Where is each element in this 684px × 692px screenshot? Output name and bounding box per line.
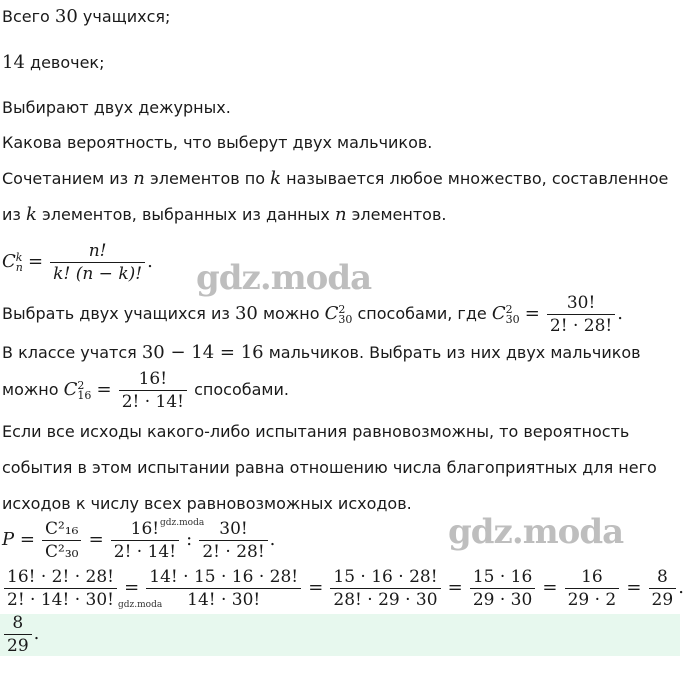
fraction-den: 2! · 28! — [547, 314, 615, 337]
text-line-12: события в этом испытании равна отношению числа благоприятных для него — [2, 458, 657, 477]
math-sup: 2 — [338, 302, 346, 316]
fraction — [565, 566, 620, 611]
text-line-13: исходов к числу всех равновозможных исходов. — [2, 494, 412, 513]
math-op: = — [524, 303, 540, 324]
fraction — [199, 518, 267, 563]
formula-combination: C k n = $\frac{n!}{k! (n - k)!}$ . — [2, 241, 153, 284]
fraction — [4, 566, 117, 611]
fraction-num: 16 — [581, 567, 603, 587]
math-sub: n — [15, 260, 23, 274]
fraction-den: 29 · 30 — [470, 588, 535, 611]
math-sub: 30 — [338, 312, 353, 326]
fraction-num: 8 — [12, 613, 24, 633]
math-var: C — [63, 379, 78, 400]
text: учащихся; — [82, 7, 171, 26]
fraction — [547, 292, 615, 337]
math-var: k — [270, 168, 282, 189]
math-var: k — [26, 204, 37, 225]
fraction-den: 2! · 14! — [111, 540, 179, 563]
text: мальчиков. Выбрать из них двух мальчиков — [268, 343, 641, 362]
text: Выбрать двух учащихся из — [2, 304, 230, 323]
text: можно — [2, 380, 59, 399]
text: элементов, выбранных из данных — [42, 205, 330, 224]
watermark: gdz.moda — [448, 512, 624, 552]
formula-probability: P = $\frac{\text{C²₁₆}}{\text{C²₃₀}}$ = $\frac{16!}{2! \cdot 14!}$ : $\frac{30!}{2! \cdot 28!}$ . — [2, 519, 276, 562]
text-line-8: Выбрать двух учащихся из 30 можно C 2 30 способами, где C 2 30 = $\frac{30!}{2! \cdot 28!}$ . — [2, 293, 623, 336]
math-number: 30 — [54, 6, 78, 27]
math-expr: 30 − 14 = 16 — [141, 342, 264, 363]
fraction-den: 2! · 14! · 30! — [4, 588, 117, 611]
text-line-11: Если все исходы какого-либо испытания равновозможны, то вероятность — [2, 422, 630, 441]
fraction-den: 2! · 14! — [119, 390, 187, 413]
watermark: gdz.moda — [160, 518, 205, 528]
fraction — [42, 518, 81, 563]
text: Всего — [2, 7, 50, 26]
fraction-den: 2! · 28! — [199, 540, 267, 563]
text: элементов. — [351, 205, 447, 224]
fraction-num: 14! · 15 · 16 · 28! — [149, 567, 299, 587]
text-line-2 — [2, 52, 104, 74]
fraction-den: 28! · 29 · 30 — [330, 588, 440, 611]
fraction-den: C²₃₀ — [42, 540, 81, 563]
fraction-num: 16! — [138, 369, 168, 389]
fraction-num: 15 · 16 — [472, 567, 533, 587]
formula-computation: $\frac{16! \cdot 2! \cdot 28!}{2! \cdot 14! \cdot 30!}$ = $\frac{14! \cdot 15 \cdot 16 \cdot 28!}{14! \cdot 30!}$ = $\frac{15 \cdot 16 \cdot 28!}{28! \cdot 29 \cdot 30}$ = $\frac{15 \cdot 16}{29 \cdot 30}$ = $\frac{16}{29 \cdot 2}$ = $\frac{8}{29}$ . — [2, 566, 684, 611]
fraction-num: C²₁₆ — [45, 519, 79, 539]
fraction — [649, 566, 677, 611]
fraction-num: 30! — [566, 293, 596, 313]
math-var: C — [324, 303, 339, 324]
math-sub: 30 — [505, 312, 520, 326]
text: можно — [262, 304, 320, 323]
math-op: = — [27, 251, 44, 272]
math-var: C — [491, 303, 506, 324]
text-line-4: Какова вероятность, что выберут двух мальчиков. — [2, 133, 433, 152]
text-line-1 — [2, 6, 170, 28]
math-var: n — [133, 168, 145, 189]
text: Сочетанием из — [2, 169, 129, 188]
math-op: : — [186, 529, 193, 550]
fraction-num: 16! · 2! · 28! — [7, 567, 114, 587]
math-var: C — [2, 251, 16, 272]
text-line-5 — [2, 168, 668, 190]
math-sup: k — [15, 250, 23, 264]
math-expr: P = — [2, 529, 35, 550]
math-op: = — [96, 379, 112, 400]
fraction-num: 15 · 16 · 28! — [333, 567, 438, 587]
math-var: n — [334, 204, 347, 225]
text: способами. — [194, 380, 289, 399]
math-sub: 16 — [77, 388, 92, 402]
watermark: gdz.moda — [118, 600, 163, 610]
text: из — [2, 205, 21, 224]
fraction — [330, 566, 440, 611]
fraction-num: n! — [88, 241, 107, 261]
math-number: 30 — [234, 303, 258, 324]
text-line-3: Выбирают двух дежурных. — [2, 98, 231, 117]
text-line-9 — [2, 342, 641, 364]
fraction-den: 29 · 2 — [565, 588, 620, 611]
fraction-den: 29 — [649, 588, 677, 611]
text: В классе учатся — [2, 343, 137, 362]
math-sup: 2 — [505, 302, 513, 316]
math-number: 14 — [2, 52, 25, 73]
fraction — [146, 566, 301, 611]
fraction — [119, 368, 187, 413]
fraction — [50, 240, 145, 285]
fraction-den: 14! · 30! — [146, 588, 301, 611]
text: девочек; — [30, 53, 105, 72]
watermark: gdz.moda — [196, 258, 372, 298]
fraction-num: 8 — [656, 567, 668, 587]
fraction-num: 16! — [130, 519, 160, 539]
fraction — [470, 566, 535, 611]
text: способами, где — [357, 304, 487, 323]
answer-fraction — [4, 612, 32, 657]
text: элементов по — [149, 169, 266, 188]
text-line-6 — [2, 204, 446, 226]
fraction-num: 30! — [219, 519, 248, 539]
text-line-10 — [2, 368, 289, 413]
fraction-den: k! (n − k)! — [50, 262, 145, 285]
answer-highlight — [0, 614, 680, 656]
math-sup: 2 — [77, 378, 85, 392]
answer: $\frac{8}{29}$ . — [2, 612, 39, 657]
fraction-den: 29 — [4, 634, 32, 657]
text: называется любое множество, составленное — [286, 169, 669, 188]
